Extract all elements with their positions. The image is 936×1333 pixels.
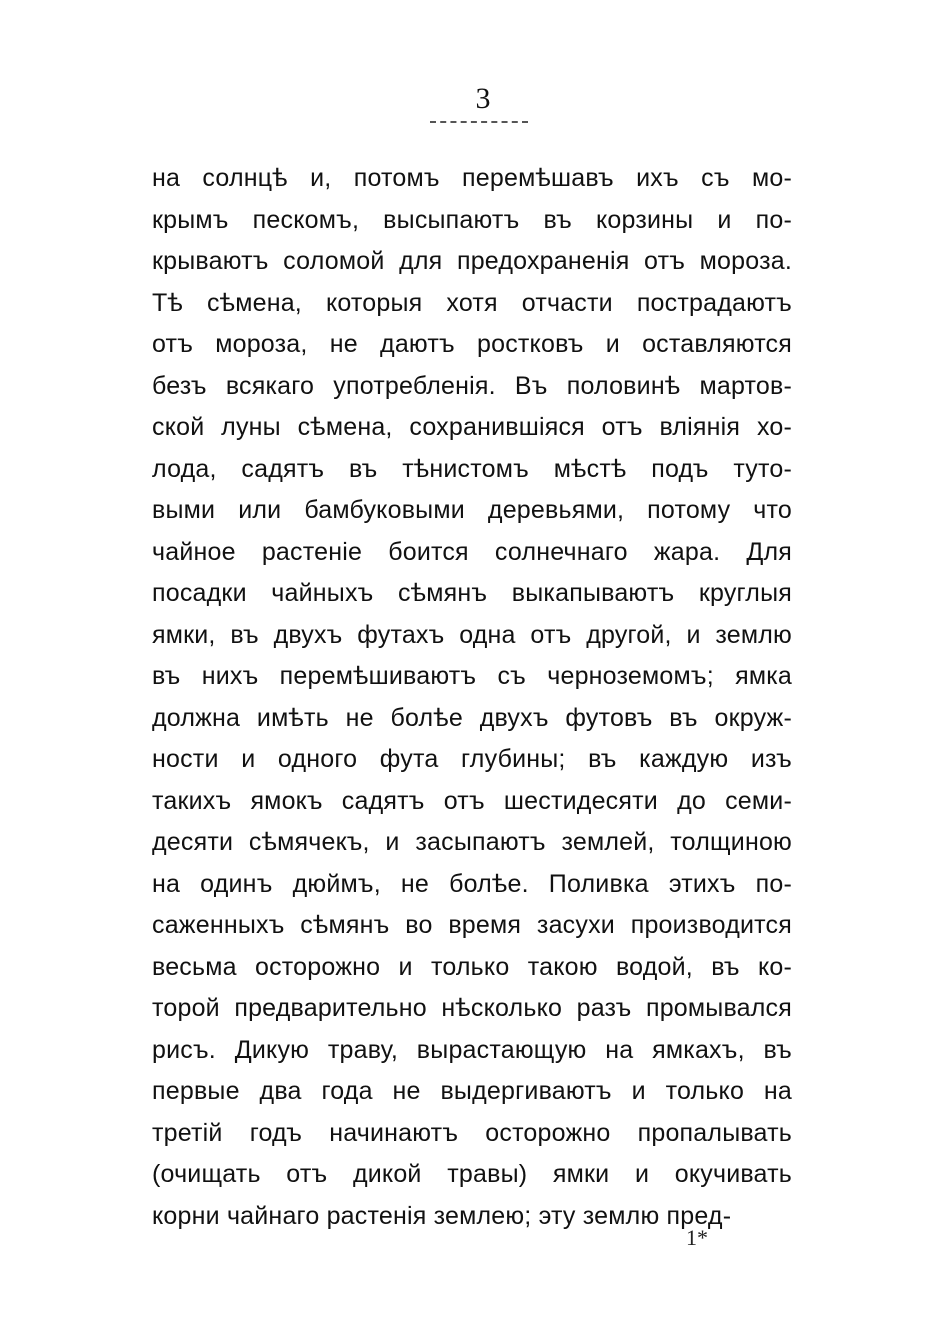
page-number: 3 [475,82,491,115]
text-line: выми или бамбуковыми деревьями, потому что [152,496,792,524]
text-line: третій годъ начинаютъ осторожно пропалывать [152,1118,792,1147]
body-text [152,158,792,1237]
text-line: такихъ ямокъ садятъ отъ шестидесяти до семи- [152,786,792,815]
text-line: Тѣ сѣмена, которыя хотя отчасти пострадаютъ [152,288,792,317]
text-line: ямки, въ двухъ футахъ одна отъ другой, и землю [152,620,792,649]
text-line: на одинъ дюймъ, не болѣе. Поливка этихъ по- [152,869,792,898]
text-line: лода, садятъ въ тѣнистомъ мѣстѣ подъ туто- [152,454,792,483]
text-line: должна имѣть не болѣе двухъ футовъ въ окруж- [152,703,792,732]
text-line: крываютъ соломой для предохраненія отъ мороза. [152,247,792,275]
text-line: ности и одного фута глубины; въ каждую изъ [152,745,792,773]
text-line: весьма осторожно и только такою водой, въ ко- [152,952,792,981]
text-line: на солнцѣ и, потомъ перемѣшавъ ихъ съ мо- [152,164,792,192]
header-rule [430,121,528,123]
text-line: корни чайнаго растенія землею; эту землю пред- [152,1201,732,1230]
signature-mark: 1* [686,1225,708,1250]
text-line: ской луны сѣмена, сохранившіяся отъ вліянія хо- [152,413,792,441]
text-line: (очищать отъ дикой травы) ямки и окучивать [152,1160,792,1188]
text-line: саженныхъ сѣмянъ во время засухи производится [152,911,792,939]
text-line: первые два года не выдергиваютъ и только на [152,1077,792,1105]
text-line: крымъ пескомъ, высыпаютъ въ корзины и по- [152,205,792,234]
text-line: рисъ. Дикую траву, вырастающую на ямкахъ, въ [152,1035,792,1064]
text-line: въ нихъ перемѣшиваютъ съ черноземомъ; ямка [152,662,792,690]
text-line: чайное растеніе боится солнечнаго жара. Для [152,537,792,566]
text-line: отъ мороза, не даютъ ростковъ и оставляются [152,330,792,358]
text-line: десяти сѣмячекъ, и засыпаютъ землей, толщиною [152,828,792,856]
text-line: безъ всякаго употребленія. Въ половинѣ мартов- [152,371,792,400]
text-line: посадки чайныхъ сѣмянъ выкапываютъ круглыя [152,579,792,607]
text-line: торой предварительно нѣсколько разъ промывался [152,994,792,1022]
